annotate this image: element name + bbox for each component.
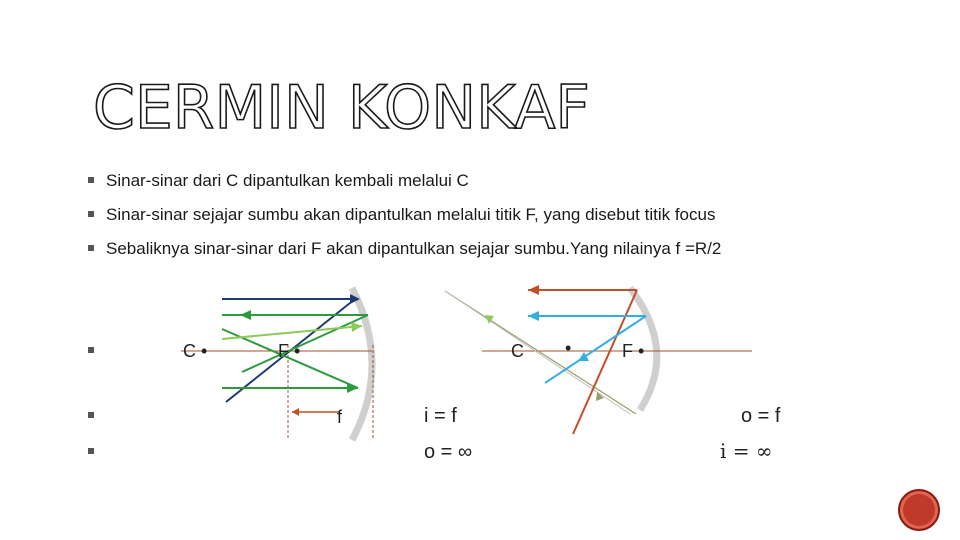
arrow-head [528, 285, 539, 295]
math-i-eq-inf: i = ∞ [720, 439, 773, 463]
bullet-text: Sinar-sinar dari C dipantulkan kembali melalui C [106, 171, 469, 190]
label-f-right: F • [622, 341, 645, 361]
diagram-right [445, 285, 752, 434]
arrow-head [240, 310, 251, 320]
label-f-left: F • [278, 341, 301, 361]
bullet-text: Sebaliknya sinar-sinar dari F akan dipantulkan sejajar sumbu.Yang nilainya f =R/2 [106, 239, 722, 258]
ray-grey-diagonal [445, 291, 630, 414]
label-dot-right: • [565, 338, 572, 358]
arrow-head [578, 352, 589, 361]
diagram-left [181, 288, 373, 440]
arrow-head [292, 408, 299, 416]
label-c-right: C [511, 341, 524, 361]
math-o-eq-f: o = f [741, 405, 781, 427]
bullet-text: Sinar-sinar sejajar sumbu akan dipantulkan melalui titik F, yang disebut titik focus [106, 205, 716, 224]
ray-lightgreen [222, 326, 362, 339]
arrow-head [347, 383, 358, 393]
page-title: CERMIN KONKAF [93, 73, 590, 143]
label-focal-length: f [337, 407, 343, 427]
arrow-head [528, 311, 539, 321]
math-o-eq-inf: o = ∞ [424, 441, 473, 463]
logo-badge [898, 489, 940, 531]
label-c-left: C • [183, 341, 208, 361]
math-i-eq-f: i = f [424, 405, 457, 427]
concave-mirror-left [352, 288, 372, 440]
ray-green-reflected [242, 315, 368, 372]
